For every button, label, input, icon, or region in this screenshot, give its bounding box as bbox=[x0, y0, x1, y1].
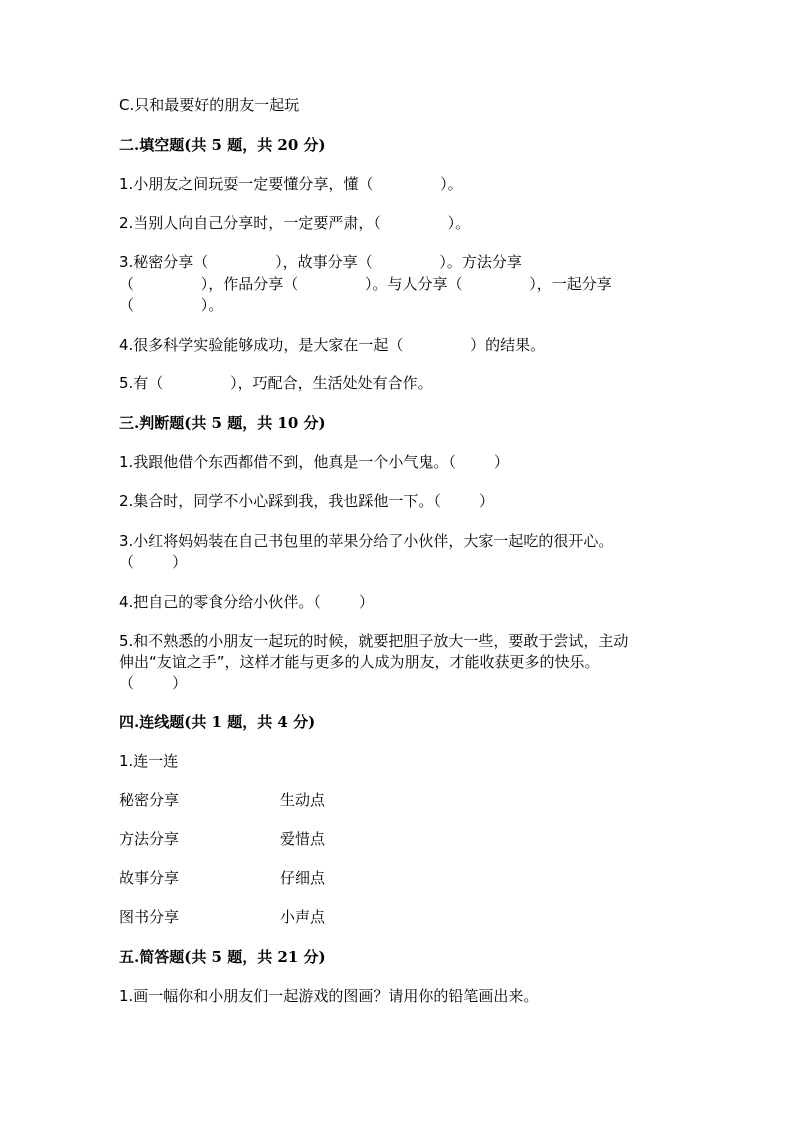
match-left-item: 方法分享 bbox=[119, 830, 180, 848]
judge-question-1: 1.我跟他借个东西都借不到，他真是一个小气鬼。（ ） bbox=[119, 453, 509, 471]
fill-question-3-line-1: 3.秘密分享（ ），故事分享（ ）。方法分享 bbox=[119, 253, 522, 271]
short-answer-question-1: 1.画一幅你和小朋友们一起游戏的图画？请用你的铅笔画出来。 bbox=[119, 987, 539, 1005]
judge-question-5-line-1: 5.和不熟悉的小朋友一起玩的时候，就要把胆子放大一些，要敢于尝试，主动 bbox=[119, 632, 629, 650]
match-left-item: 故事分享 bbox=[119, 869, 180, 887]
section-4-heading: 四.连线题(共 1 题，共 4 分) bbox=[119, 713, 316, 731]
judge-question-4: 4.把自己的零食分给小伙伴。（ ） bbox=[119, 593, 374, 611]
match-right-item: 生动点 bbox=[280, 791, 326, 809]
section-5-heading: 五.简答题(共 5 题，共 21 分) bbox=[119, 948, 326, 966]
judge-question-3-line-2: （ ） bbox=[119, 553, 188, 571]
match-question-1: 1.连一连 bbox=[119, 752, 179, 770]
match-right-item: 仔细点 bbox=[280, 869, 326, 887]
fill-question-3-line-3: （ ）。 bbox=[119, 296, 224, 314]
match-right-item: 小声点 bbox=[280, 908, 326, 926]
judge-question-2: 2.集合时，同学不小心踩到我，我也踩他一下。（ ） bbox=[119, 492, 494, 510]
judge-question-3-line-1: 3.小红将妈妈装在自己书包里的苹果分给了小伙伴，大家一起吃的很开心。 bbox=[119, 532, 614, 550]
fill-question-2: 2.当别人向自己分享时，一定要严肃，（ ）。 bbox=[119, 214, 471, 232]
match-right-item: 爱惜点 bbox=[280, 830, 326, 848]
previous-option-c: C.只和最要好的朋友一起玩 bbox=[119, 96, 300, 114]
fill-question-3-line-2: （ ），作品分享（ ）。与人分享（ ），一起分享 bbox=[119, 275, 612, 293]
judge-question-5-line-2: 伸出“友谊之手”，这样才能与更多的人成为朋友，才能收获更多的快乐。 bbox=[119, 653, 600, 671]
judge-question-5-line-3: （ ） bbox=[119, 674, 188, 692]
fill-question-4: 4.很多科学实验能够成功，是大家在一起（ ）的结果。 bbox=[119, 336, 546, 354]
match-left-item: 秘密分享 bbox=[119, 791, 180, 809]
fill-question-5: 5.有（ ），巧配合，生活处处有合作。 bbox=[119, 374, 433, 392]
section-3-heading: 三.判断题(共 5 题，共 10 分) bbox=[119, 414, 326, 432]
fill-question-1: 1.小朋友之间玩耍一定要懂分享，懂（ ）。 bbox=[119, 175, 463, 193]
match-left-item: 图书分享 bbox=[119, 908, 180, 926]
section-2-heading: 二.填空题(共 5 题，共 20 分) bbox=[119, 136, 326, 154]
